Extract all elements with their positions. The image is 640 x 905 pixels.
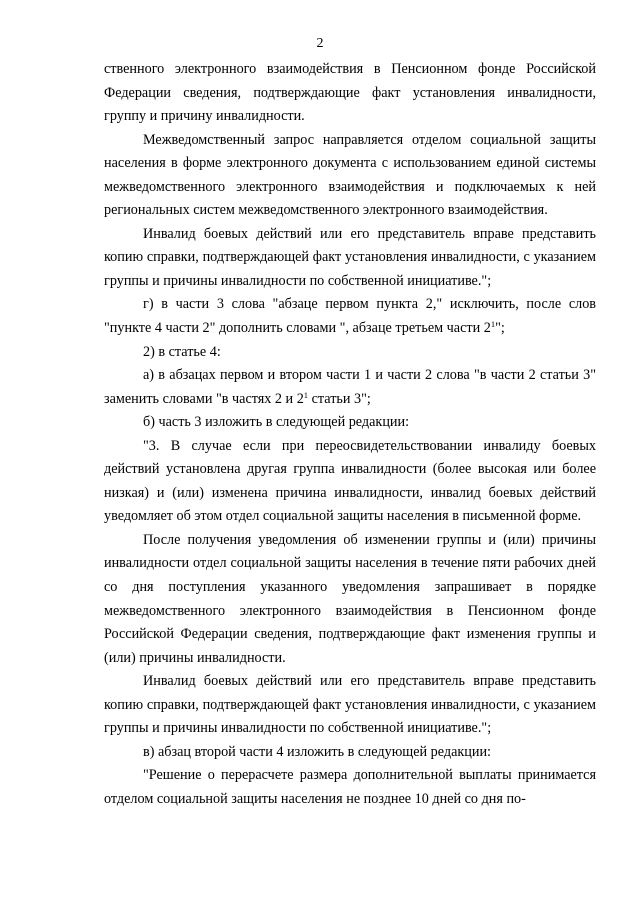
paragraph-6-tail: статьи 3";	[308, 390, 371, 407]
paragraph-4	[104, 293, 596, 340]
paragraph-4-text: г) в части 3 слова "абзаце первом пункта 2," исключить, после слов "пункте 4 части 2" дополнить словами ", абзаце третьем части 2	[104, 296, 596, 337]
paragraph-11: в) абзац второй части 4 изложить в следующей редакции:	[143, 743, 491, 760]
paragraph-2: Межведомственный запрос направляется отделом социальной защиты населения в форме электронного документа с использованием единой системы межведомственного электронного взаимодействия и подключаемых к ней региональных систем межведомственного электронного взаимодействия.	[104, 131, 596, 219]
paragraph-10: Инвалид боевых действий или его представитель вправе представить копию справки, подтверждающей факт установления инвалидности, с указанием группы и причины инвалидности по собственной инициативе.";	[104, 673, 596, 737]
superscript-1: 1	[303, 389, 309, 400]
paragraph-7: б) часть 3 изложить в следующей редакции:	[143, 414, 410, 431]
paragraph-6-text: а) в абзацах первом и втором части 1 и части 2 слова "в части 2 статьи 3" заменить словами "в частях 2 и 2	[104, 367, 596, 407]
paragraph-6	[104, 364, 596, 411]
paragraph-9: После получения уведомления об изменении группы и (или) причины инвалидности отдел социальной защиты населения в течение пяти рабочих дней со дня поступления указанного уведомления запрашивает в порядке межведомственного электронного взаимодействия в Пенсионном фонде Российской Федерации сведения, подтверждающие факт изменения группы и (или) причины инвалидности.	[104, 531, 596, 666]
paragraph-1: ственного электронного взаимодействия в Пенсионном фонде Российской Федерации сведения, подтверждающие факт установления инвалидности, группу и причину инвалидности.	[104, 61, 596, 125]
paragraph-8: "3. В случае если при переосвидетельствовании инвалиду боевых действий установлена другая группа инвалидности (более высокая или более низкая) и (или) изменена причина инвалидности, инвалид боевых действий уведомляет об этом отдел социальной защиты населения в письменной форме.	[104, 437, 596, 525]
document-body	[104, 58, 596, 812]
page-number: 2	[316, 36, 324, 51]
superscript-1: 1	[490, 319, 496, 330]
paragraph-5: 2) в статье 4:	[143, 343, 221, 360]
paragraph-3: Инвалид боевых действий или его представитель вправе представить копию справки, подтверждающей факт установления инвалидности, с указанием группы и причины инвалидности по собственной инициативе.";	[104, 225, 596, 289]
paragraph-12: "Решение о перерасчете размера дополнительной выплаты принимается отделом социальной защиты населения не позднее 10 дней со дня по-	[104, 767, 596, 807]
paragraph-4-tail: ";	[495, 320, 505, 337]
